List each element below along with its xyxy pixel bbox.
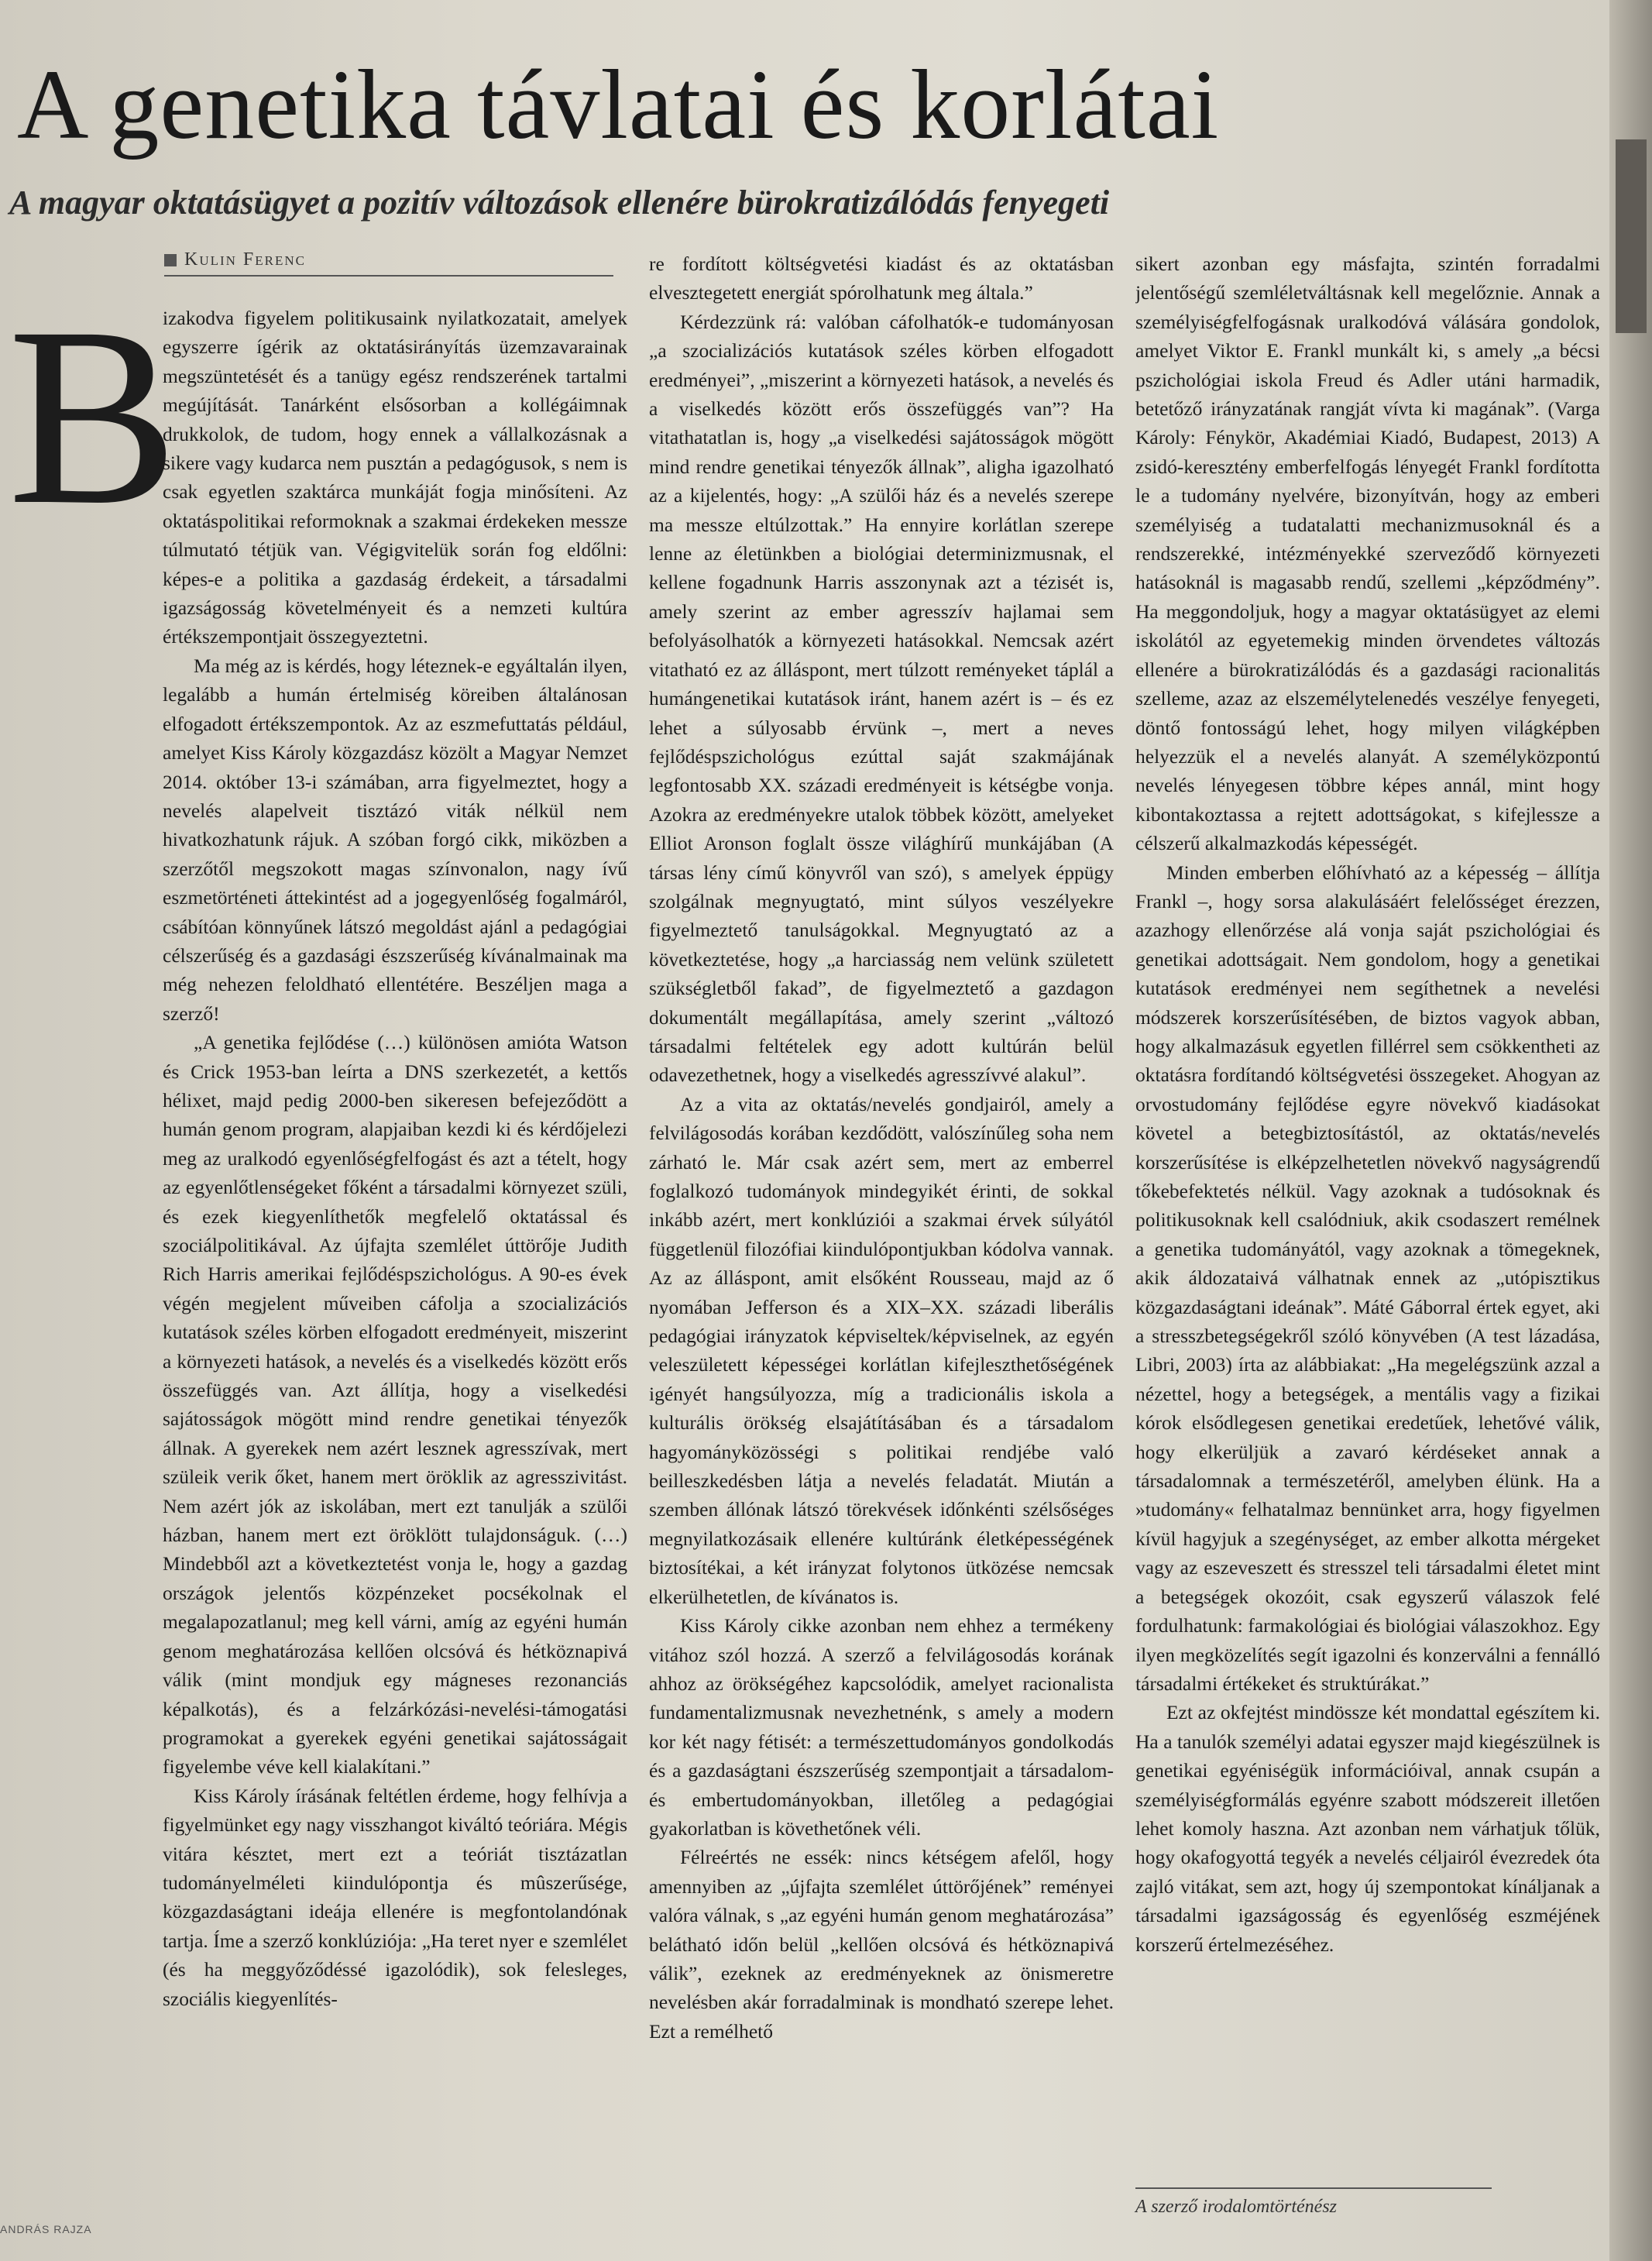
article-subtitle: A magyar oktatásügyet a pozitív változások ellenére bürokratizálódás fenyegeti [9,184,1110,222]
paragraph: izakodva figyelem politikusaink nyilatkozatait, amelyek egyszerre ígérik az oktatásirányítás üzemzavarainak megszüntetését és a tanügy egész rendszerének tartalmi megújítását. Tanárként elsősorban a kollégáimnak drukkolok, de tudom, hogy ennek a vállalkozásnak a sikere vagy kudarca nem pusztán a pedagógusok, s nem is csak egyetlen szaktárca munkáját fogja minősíteni. Az oktatáspolitikai reformoknak a szakmai érdekeken messze túlmutató tétjük van. Végigvitelük során fog eldőlni: képes-e a politika a gazdaság érdekeit, a társadalmi igazságosság követelményeit és a nemzeti kultúra értékszempontjait összegyeztetni. [163,307,627,648]
paragraph: Az a vita az oktatás/nevelés gondjairól, amely a felvilágosodás korában kezdődött, valószínűleg soha nem zárható le. Már csak azért sem, mert az emberrel foglalkozó tudományok mindegyikét érinti, de sokkal inkább azért, mert konklúziói a szakmai érvek súlyától függetlenül filozófiai kiindulópontjukban kódolva vannak. Az az álláspont, amit elsőként Rousseau, majd az ő nyomában Jefferson és a XIX–XX. századi liberális pedagógiai irányzatok képviseltek/képviselnek, az egyén veleszületett képességei korlátlan kifejleszthetőségének igényét hangsúlyozza, míg a tradicionális iskola a kulturális örökség elsajátításában és a társadalom hagyományközösségi s politikai rendjébe való beilleszkedésben látja a nevelés feladatát. Miután a szemben állónak látszó törekvések időnkénti szélsőséges megnyilatkozásaik ellenére kultúránk életképességének biztosítékai, a két irányzat folytonos ütközése nemcsak elkerülhetetlen, de kívánatos is. [649,1092,1114,1608]
column-2 [649,249,1114,2209]
paragraph: Kiss Károly írásának feltétlen érdeme, hogy felhívja a figyelmünket egy nagy visszhangot kiváltó teóriára. Mégis vitára késztet, mert ezt a teóriát tisztázatlan tudományelméleti kiindulópontja és mûszerűsége, közgazdaságtani ideája ellenére is megfontolandónak tartja. Íme a szerző konklúziója: „Ha teret nyer e szemlélet (és ha meggyőződéssé igazolódik), sok felesleges, szociális kiegyenlítés- [163,1784,627,2010]
paragraph: Kérdezzünk rá: valóban cáfolhatók-e tudományosan „a szocializációs kutatások széles körben elfogadott eredményei”, „miszerint a környezeti hatások, a nevelés és a viselkedés között erős összefüggés van”? Ha vitathatatlan is, hogy „a viselkedési sajátosságok mögött mind rendre genetikai tényezők állnak”, aligha igazolható az a kijelentés, hogy: „A szülői ház és a nevelés szerepe ma messze eltúlzottak.” Ha ennyire korlátlan szerepe lenne az életünkben a biológiai determinizmusnak, el kellene fogadnunk Harris asszonynak azt a tézisét is, amely szerint az ember agresszív hajlamai sem befolyásolhatók a környezeti hatásokkal. Nemcsak azért vitatható ez az álláspont, mert túlzott reményeket táplál a humángenetikai kutatások iránt, hanem azért is – és ez lehet a súlyosabb érvünk –, mert a neves fejlődéspszichológus ezúttal saját szakmájának legfontosabb XX. századi eredményeit is kétségbe vonja. Azokra az eredményekre utalok többek között, amelyeket Elliot Aronson foglalt össze világhírű munkájában (A társas lény című könyvről van szó), s amelyek éppügy szolgálnak megnyugtató, mint súlyos veszélyekre figyelmeztető tanulságokkal. Megnyugtató az a következtetése, hogy „a harciasság nem velünk született szükségletből fakad”, de figyelmeztető a gazdagon dokumentált megállapítása, amely szerint „változó társadalmi feltételek egy adott kultúrán belül odavezethetnek, hogy a viselkedés agresszívvé alakul”. [649,310,1114,1087]
byline-square-icon [164,254,177,266]
column-3 [1135,249,1600,2163]
author-note-rule [1135,2187,1492,2189]
paragraph: Félreértés ne essék: nincs kétségem afelől, hogy amennyiben az „újfajta szemlélet úttörőjének” reményei valóra válnak, s „az egyéni humán genom meghatározása” belátható időn belül „kellően olcsóvá és hétköznapivá válik”, ezeknek az eredményeknek az önismeretre nevelésben akár forradalminak is mondható szerepe lehet. Ezt a remélhető [649,1846,1114,2043]
paragraph: Ezt az okfejtést mindössze két mondattal egészítem ki. Ha a tanulók személyi adatai egyszer majd kiegészülnek is genetikai egyéniségük információival, annak csupán a személyiségformálás egyénre szabott módszereit illetően lehet komoly haszna. Azt azonban nem várhatjuk tőlük, hogy okafogyottá tegyék a nevelés céljairól évezredek óta zajló vitákat, sem azt, hogy új szempontokat kínáljanak a társadalmi igazságosság és egyenlőség eszméjének korszerű értelmezéséhez. [1135,1701,1600,1956]
author-note: A szerző irodalomtörténész [1135,2197,1338,2217]
paragraph: Kiss Károly cikke azonban nem ehhez a termékeny vitához szól hozzá. A szerző a felvilágosodás korának ahhoz az örökségéhez kapcsolódik, amelyet racionalista fundamentalizmusnak nevezhetnénk, s amely a modern kor két nagy fétisét: a természettudományos gondolkodás és a gazdaságtani észszerűség szempontjait a társadalom- és embertudományokban, illetőleg a pedagógiai gyakorlatban is követhetőnek véli. [649,1614,1114,1840]
paragraph: re fordított költségvetési kiadást és az oktatásban elvesztegetett energiát spórolhatunk meg általa.” [649,253,1114,304]
byline [164,249,613,277]
adjacent-page-edge [1609,0,1652,2261]
column-1 [163,304,627,2217]
illustration-credit: ANDRÁS RAJZA [0,2223,92,2235]
paragraph: sikert azonban egy másfajta, szintén forradalmi jelentőségű szemléletváltásnak kell megelőznie. Annak a személyiségfelfogásnak uralkodóvá válására gondolok, amelyet Viktor E. Frankl munkált ki, s amely „a bécsi pszichológiai iskola Freud és Adler utáni harmadik, betetőző irányzatának rangját vívta ki magának”. (Varga Károly: Fénykör, Akadémiai Kiadó, Budapest, 2013) A zsidó-keresztény emberfelfogás lényegét Frankl fordította le a tudomány nyelvére, bizonyítván, hogy az emberi személyiség a tudatalatti mechanizmusoknál és a rendszerekké, intézményekké szerveződő környezeti hatásoknál is magasabb rendű, szellemi „képződmény”. Ha meggondoljuk, hogy a magyar oktatásügyet az elemi iskolától az egyetemekig minden örvendetes változás ellenére a bürokratizálódás és a gazdasági racionalitás szelleme, azaz az elszemélytelenedés veszélye fenyegeti, döntő fontosságú lehet, hogy milyen világképben helyezzük el a nevelés alanyát. A személyközpontú nevelés lényegesen többre képes annál, mint hogy kibontakoztassa a rejtett adottságokat, s kifejlessze a célszerű alkalmazkodás képességét. [1135,253,1600,855]
paragraph: „A genetika fejlődése (…) különösen amióta Watson és Crick 1953-ban leírta a DNS szerkezetét, a kettős hélixet, majd pedig 2000-ben sikeresen befejeződött a humán genom program, alapjaiban kezdi ki és kérdőjelezi meg az uralkodó egyenlőségfelfogást és azt a tételt, hogy az egyenlőtlenségeket főként a társadalmi környezet szüli, és ezek kiegyenlíthetők megfelelő oktatással és szociálpolitikával. Az újfajta szemlélet úttörője Judith Rich Harris amerikai fejlődéspszichológus. A 90-es évek végén megjelent műveiben cáfolja a szocializációs kutatások széles körben elfogadott eredményeit, miszerint a környezeti hatások, a nevelés és a viselkedés között erős összefüggés van. Azt állítja, hogy a viselkedési sajátosságok mögött mind rendre genetikai tényezők állnak. A gyerekek nem azért lesznek agresszívak, mert szüleik verik őket, hanem mert öröklik az agresszivitást. Nem azért jók az iskolában, mert ezt tanulják a szülői házban, hanem mert ezt öröklött tulajdonságuk. (…) Mindebből azt a következtetést vonja le, hogy a gazdag országok jelentős közpénzeket pocsékolnak el megalapozatlanul; meg kell várni, amíg az egyéni humán genom meghatározása kellően olcsóvá és hétköznapivá válik (mint mondjuk egy mágneses rezonanciás képalkotás), és a felzárkózási-nevelési-támogatási programokat a gyerekek egyéni genetikai sajátosságait figyelembe véve kell kialakítani.” [163,1031,627,1778]
paragraph: Minden emberben előhívható az a képesség – állítja Frankl –, hogy sorsa alakulásáért felelősséget érezzen, azazhogy ellenőrzése alá vonja saját pszichológiai és genetikai adottságait. Nem gondolom, hogy a genetikai kutatások eredményei nem segíthetnek a nevelési módszerek korszerűsítésében, de biztos vagyok abban, hogy alkalmazásuk egyetlen fillérrel sem csökkentheti az oktatásra fordítandó költségvetési összegeket. Ahogyan az orvostudomány fejlődése egyre növekvő kiadásokat követel a betegbiztosítástól, az oktatás/nevelés korszerűsítése is elképzelhetetlen növekvő nagyságrendű tőkebefektetés nélkül. Vagy azoknak a tudósoknak és politikusoknak kell csalódniuk, akik csodaszert remélnek a genetika tudományától, vagy azoknak a tömegeknek, akik áldozataivá válhatnak ennek az „utópisztikus közgazdaságtani ideának”. Máté Gáborral értek egyet, aki a stresszbetegségekről szóló könyvében (A test lázadása, Libri, 2003) írta az alábbiakat: „Ha megelégszünk azzal a nézettel, hogy a betegségek, a mentális vagy a fizikai kórok elsődlegesen genetikai eredetűek, lehetővé válik, hogy elkerüljük a zavaró kérdéseket annak a társadalomnak a természetéről, amelyben élünk. Ha a »tudomány« felhatalmaz bennünket arra, hogy figyelmen kívül hagyjuk a szegénységet, az ember alkotta mérgeket vagy az eszeveszett és stresszel teli társadalmi életet mint a betegségek okozóit, csak egyszerű válaszok felé fordulhatunk: farmakológiai és biológiai válaszokhoz. Egy ilyen megközelítés segít igazolni és konzerválni a fennálló társadalmi értékeket és struktúrákat.” [1135,861,1600,1695]
paragraph: Ma még az is kérdés, hogy léteznek-e egyáltalán ilyen, legalább a humán értelmiség köreiben általánosan elfogadott értékszempontok. Az az eszmefuttatás például, amelyet Kiss Károly közgazdász közölt a Magyar Nemzet 2014. október 13-i számában, arra figyelmeztet, hogy a nevelés alapelveit tisztázó viták nélkül nem hivatkozhatunk rájuk. A szóban forgó cikk, miközben a szerzőtől megszokott magas színvonalon, nagy ívű eszmetörténeti áttekintést ad a jogegyenlőség fogalmáról, csábítóan könnyűnek látszó megoldást ajánl a pedagógiai célszerűség és a gazdasági észszerűség kívánalmainak ma még nehezen feloldható ellentétére. Beszéljen maga a szerző! [163,654,627,1025]
author-name: Kulin Ferenc [184,249,307,270]
article-title: A genetika távlatai és korlátai [17,50,1220,160]
drop-cap: B [8,275,179,558]
